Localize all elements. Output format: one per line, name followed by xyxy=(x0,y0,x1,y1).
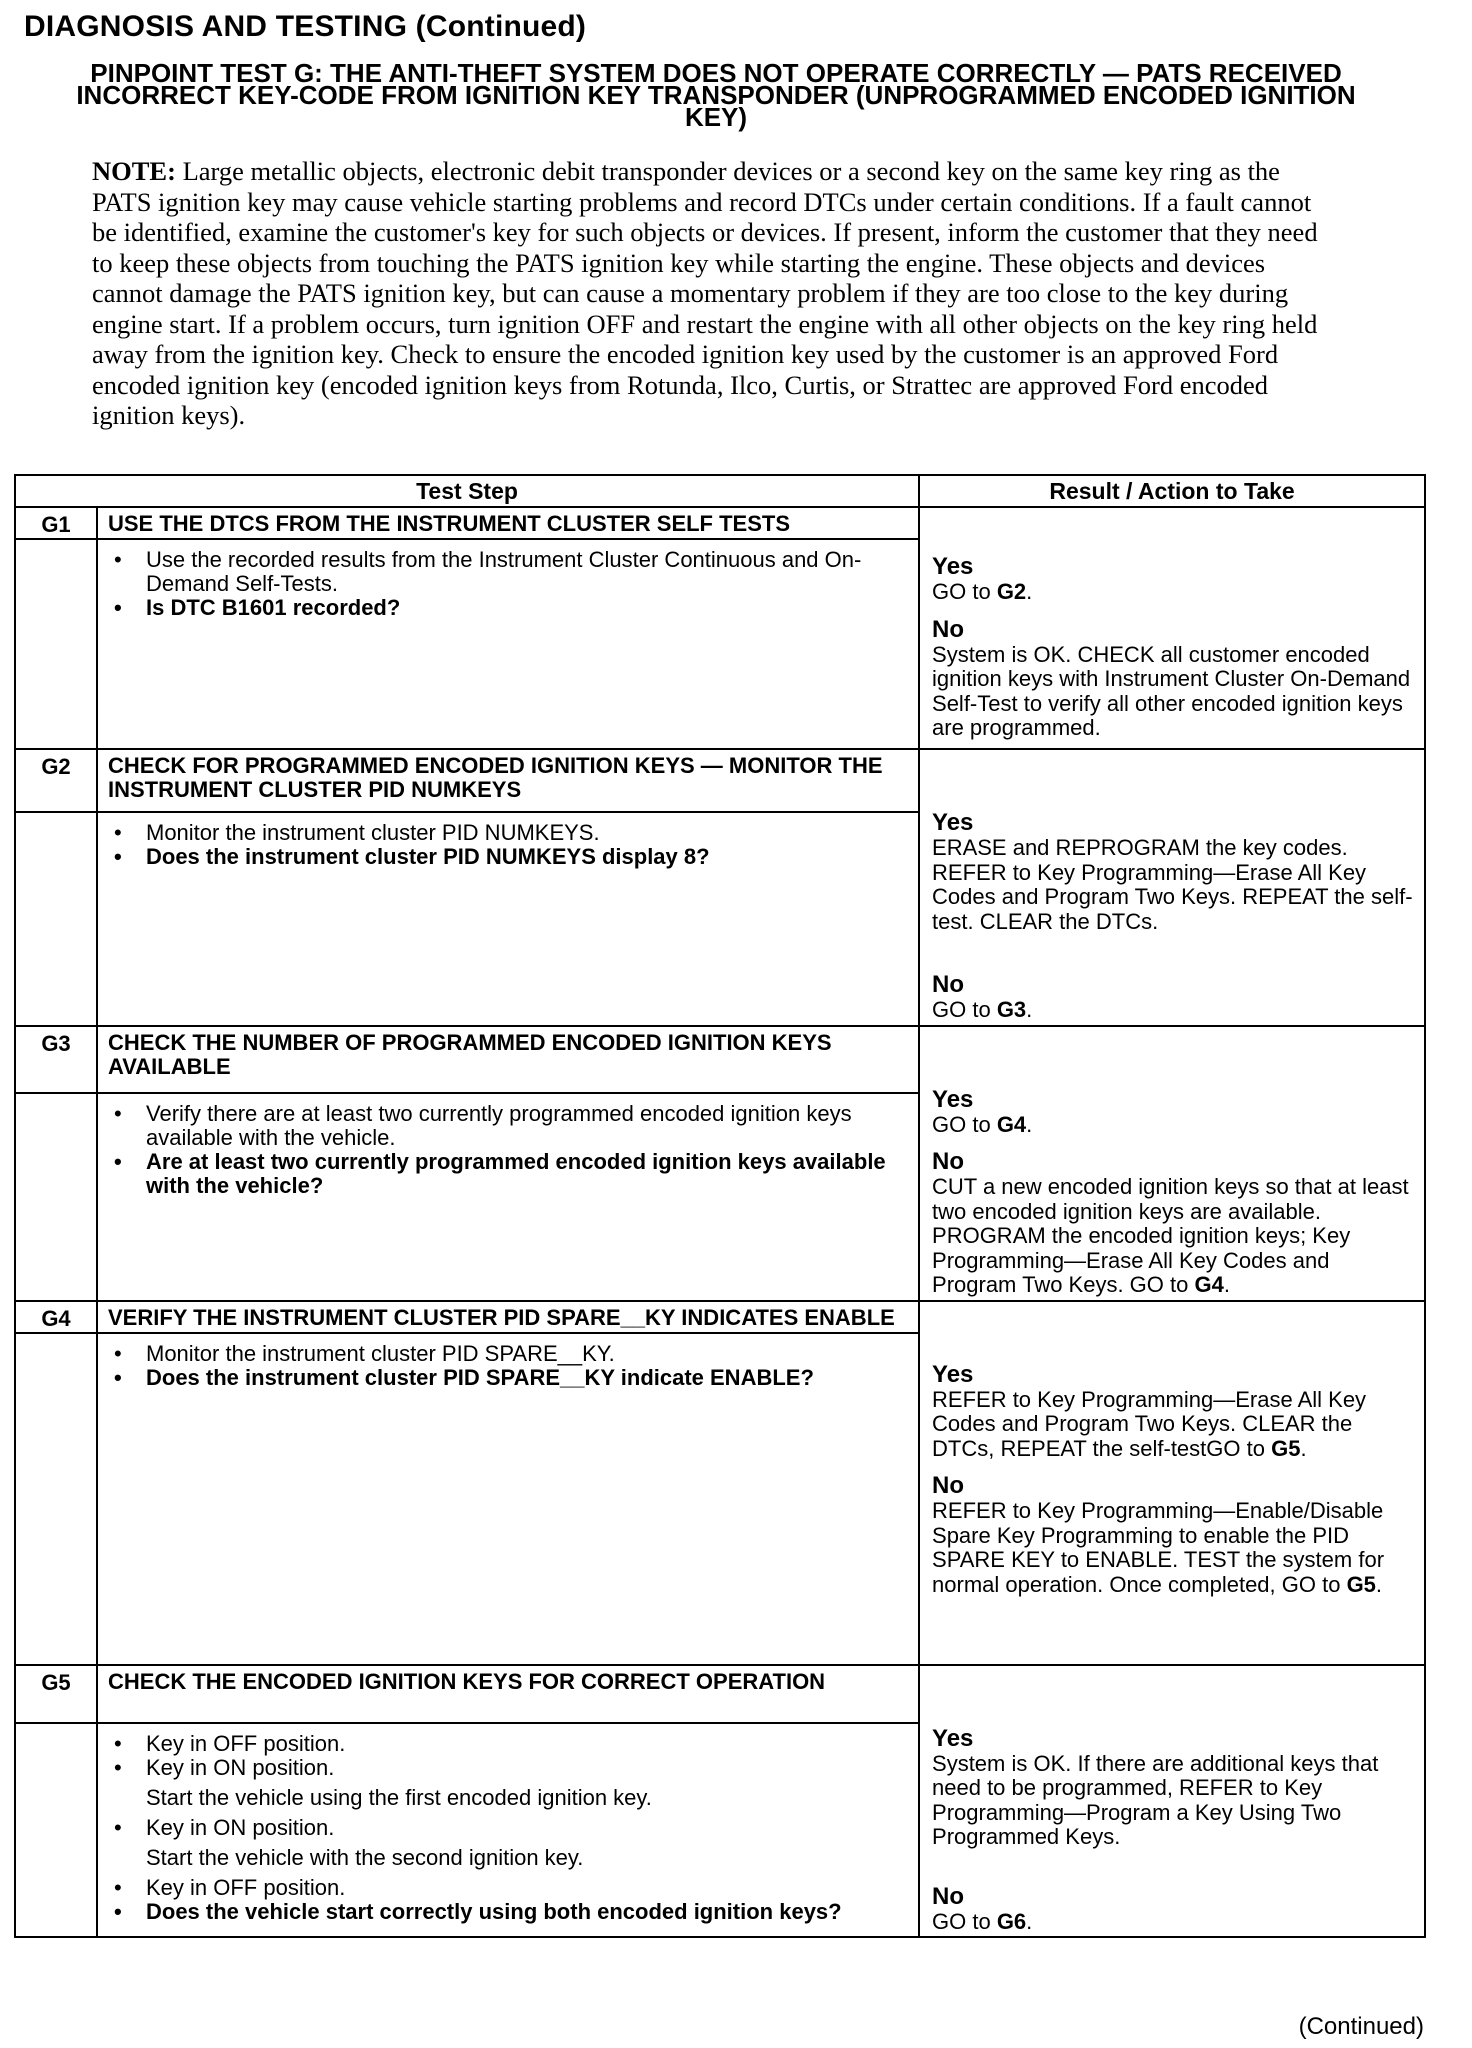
no-action: System is OK. CHECK all customer encoded ignition keys with Instrument Cluster On-Demand Self-Test to verify all other encoded ignition keys are programmed. xyxy=(932,641,1411,740)
note-paragraph xyxy=(92,156,1332,431)
pinpoint-test-title xyxy=(14,58,1418,132)
table-header-row xyxy=(15,475,1425,507)
step-result xyxy=(919,1301,1425,1665)
pinpoint-title-line: PINPOINT TEST G: THE ANTI-THEFT SYSTEM DOES NOT OPERATE CORRECTLY — PATS RECEIVED xyxy=(90,58,1342,88)
step-title-row xyxy=(15,1301,1425,1333)
no-label: No xyxy=(932,615,965,643)
step-question: • Are at least two currently programmed encoded ignition keys available with the vehicle? xyxy=(108,1150,908,1198)
no-label: No xyxy=(932,1882,965,1910)
step-bullet: • Key in ON position. xyxy=(108,1816,908,1840)
step-result xyxy=(919,749,1425,1026)
step-instruction: Start the vehicle with the second ignition key. xyxy=(146,1845,584,1870)
no-label: No xyxy=(932,1148,965,1175)
step-id-spacer xyxy=(15,1093,97,1301)
step-question: • Does the vehicle start correctly using both encoded ignition keys? xyxy=(108,1900,908,1924)
note-label: NOTE: xyxy=(92,156,176,186)
step-id: G2 xyxy=(15,749,97,812)
step-title: CHECK THE NUMBER OF PROGRAMMED ENCODED IGNITION KEYS AVAILABLE xyxy=(97,1026,919,1093)
step-title-row xyxy=(15,749,1425,812)
section-title: DIAGNOSIS AND TESTING (Continued) xyxy=(24,10,587,43)
step-id: G4 xyxy=(15,1301,97,1333)
step-bullet: • Verify there are at least two currently programmed encoded ignition keys available with the vehicle. xyxy=(108,1102,908,1150)
yes-label: Yes xyxy=(932,1085,974,1113)
step-id: G5 xyxy=(15,1665,97,1724)
step-body xyxy=(97,1723,919,1937)
column-header-result: Result / Action to Take xyxy=(919,475,1425,507)
step-id-spacer xyxy=(15,1333,97,1665)
step-body xyxy=(97,1333,919,1665)
pinpoint-test-table xyxy=(14,474,1426,1938)
step-id-spacer xyxy=(15,539,97,749)
note-text: Large metallic objects, electronic debit transponder devices or a second key on the same key ring as the PATS ignition key may cause vehicle starting problems and record DTCs under certain conditions. If a fault cannot be identified, examine the customer's key for such objects or devices. If present, inform the customer that they need to keep these objects from touching the PATS ignition key while starting the engine. These objects and devices cannot damage the PATS ignition key, but can cause a momentary problem if they are too close to the key during engine start. If a problem occurs, turn ignition OFF and restart the engine with all other objects on the key ring held away from the ignition key. Check to ensure the encoded ignition key used by the customer is an approved Ford encoded ignition key (encoded ignition keys from Rotunda, Ilco, Curtis, or Strattec are approved Ford encoded ignition keys). xyxy=(92,156,1318,430)
no-action: GO to G6. xyxy=(932,1908,1033,1934)
step-bullet: • Key in OFF position. xyxy=(108,1876,908,1900)
no-action: GO to G3. xyxy=(932,997,1033,1022)
step-question: • Is DTC B1601 recorded? xyxy=(108,596,908,620)
yes-action: GO to G4. xyxy=(932,1111,1033,1137)
yes-label: Yes xyxy=(932,809,974,836)
yes-action: ERASE and REPROGRAM the key codes. REFER to Key Programming—Erase All Key Codes and Program Two Keys. REPEAT the self-test. CLEAR the DTCs. xyxy=(932,835,1413,934)
no-label: No xyxy=(932,971,965,998)
step-title: CHECK THE ENCODED IGNITION KEYS FOR CORRECT OPERATION xyxy=(97,1665,919,1724)
no-label: No xyxy=(932,1472,965,1499)
pinpoint-title-line: KEY) xyxy=(684,102,748,132)
yes-label: Yes xyxy=(932,1360,974,1388)
step-question: • Does the instrument cluster PID NUMKEYS display 8? xyxy=(108,845,908,869)
step-bullet: • Monitor the instrument cluster PID NUMKEYS. xyxy=(108,821,908,845)
step-id: G1 xyxy=(15,507,97,539)
step-bullet: • Monitor the instrument cluster PID SPARE__KY. xyxy=(108,1342,908,1366)
yes-action: GO to G2. xyxy=(932,579,1033,604)
step-id: G3 xyxy=(15,1026,97,1093)
step-id-spacer xyxy=(15,1723,97,1937)
step-title: VERIFY THE INSTRUMENT CLUSTER PID SPARE__KY INDICATES ENABLE xyxy=(97,1301,919,1333)
yes-label: Yes xyxy=(932,1724,974,1752)
yes-label: Yes xyxy=(932,553,974,580)
step-bullet: • Key in ON position. xyxy=(108,1756,908,1780)
yes-action: System is OK. If there are additional keys that need to be programmed, REFER to Key Programming—Program a Key Using Two Programmed Keys. xyxy=(932,1750,1379,1849)
step-title: USE THE DTCS FROM THE INSTRUMENT CLUSTER SELF TESTS xyxy=(97,507,919,539)
step-result xyxy=(919,1665,1425,1938)
step-bullet: • Use the recorded results from the Instrument Cluster Continuous and On-Demand Self-Tests. xyxy=(108,548,908,596)
step-title: CHECK FOR PROGRAMMED ENCODED IGNITION KEYS — MONITOR THE INSTRUMENT CLUSTER PID NUMKEYS xyxy=(97,749,919,812)
no-action: REFER to Key Programming—Enable/Disable Spare Key Programming to enable the PID SPARE KEY to ENABLE. TEST the system for normal operation. Once completed, GO to G5. xyxy=(932,1498,1385,1597)
no-action: CUT a new encoded ignition keys so that at least two encoded ignition keys are available. PROGRAM the encoded ignition keys; Key Programming—Erase All Key Codes and Program Two Keys. GO to G4. xyxy=(932,1174,1409,1297)
continued-label: (Continued) xyxy=(1298,2013,1424,2040)
step-body xyxy=(97,539,919,749)
step-question: • Does the instrument cluster PID SPARE__KY indicate ENABLE? xyxy=(108,1366,908,1390)
step-title-row xyxy=(15,1026,1425,1093)
step-instruction: Start the vehicle using the first encoded ignition key. xyxy=(146,1785,652,1810)
column-header-test-step: Test Step xyxy=(15,475,919,507)
yes-action: REFER to Key Programming—Erase All Key Codes and Program Two Keys. CLEAR the DTCs, REPEAT the self-testGO to G5. xyxy=(932,1386,1367,1461)
step-result xyxy=(919,1026,1425,1301)
step-id-spacer xyxy=(15,812,97,1026)
step-title-row xyxy=(15,507,1425,539)
step-result xyxy=(919,507,1425,749)
step-body xyxy=(97,1093,919,1301)
step-title-row xyxy=(15,1665,1425,1724)
step-bullet: • Key in OFF position. xyxy=(108,1732,908,1756)
pinpoint-title-line: INCORRECT KEY-CODE FROM IGNITION KEY TRANSPONDER (UNPROGRAMMED ENCODED IGNITION xyxy=(76,80,1356,110)
step-body xyxy=(97,812,919,1026)
